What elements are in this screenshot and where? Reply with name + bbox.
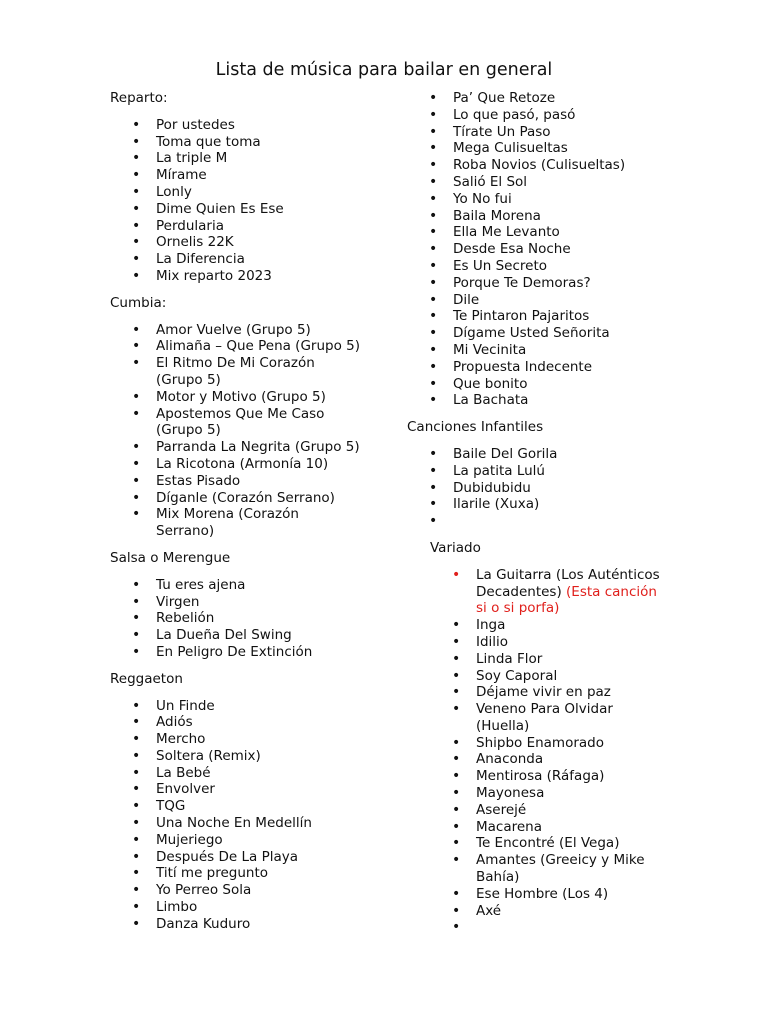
list-item: • Estas Pisado (110, 473, 360, 490)
list-variado (407, 567, 669, 937)
list-item: • Shipbo Enamorado (407, 735, 669, 752)
list-item: • Inga (407, 617, 669, 634)
list-item: • Mix reparto 2023 (110, 268, 360, 285)
list-item: • En Peligro De Extinción (110, 644, 360, 661)
section-heading-salsa: Salsa o Merengue (110, 549, 231, 566)
list-item: • Mercho (110, 731, 360, 748)
list-item: • Ese Hombre (Los 4) (407, 886, 669, 903)
list-item: • Envolver (110, 781, 360, 798)
empty-list-item (407, 919, 669, 936)
list-item: • Lonly (110, 184, 360, 201)
list-item: • Baile Del Gorila (407, 446, 669, 463)
list-item: • Alimaña – Que Pena (Grupo 5) (110, 338, 360, 355)
list-item: • Dígame Usted Señorita (407, 325, 669, 342)
list-item: • Linda Flor (407, 651, 669, 668)
list-item: • Propuesta Indecente (407, 359, 669, 376)
list-item: • Soltera (Remix) (110, 748, 360, 765)
right-column (407, 90, 669, 946)
list-item: • Dubidubidu (407, 480, 669, 497)
empty-list-item (407, 513, 669, 530)
list-item: • Limbo (110, 899, 360, 916)
list-item: • Amantes (Greeicy y Mike Bahía) (407, 852, 669, 886)
list-item: • Baila Morena (407, 208, 669, 225)
list-reparto (110, 117, 360, 285)
list-reggaeton-continued (407, 90, 669, 409)
section-heading-variado: Variado (430, 539, 481, 556)
list-item: • Amor Vuelve (Grupo 5) (110, 322, 360, 339)
list-reggaeton (110, 698, 360, 933)
document-title: Lista de música para bailar en general (215, 60, 553, 80)
section-heading-reparto: Reparto: (110, 90, 168, 106)
list-cumbia (110, 322, 360, 540)
list-item: • Déjame vivir en paz (407, 684, 669, 701)
list-item: • Un Finde (110, 698, 360, 715)
list-item: • Macarena (407, 819, 669, 836)
list-item: • Danza Kuduro (110, 916, 360, 933)
list-item: • Perdularia (110, 218, 360, 235)
list-item: • Mujeriego (110, 832, 360, 849)
list-item: • Por ustedes (110, 117, 360, 134)
list-item: • Ornelis 22K (110, 234, 360, 251)
list-item: • Lo que pasó, pasó (407, 107, 669, 124)
list-infantiles (407, 446, 669, 530)
list-item: • Te Pintaron Pajaritos (407, 308, 669, 325)
list-item: • Soy Caporal (407, 668, 669, 685)
list-item: • Tírate Un Paso (407, 124, 669, 141)
list-item: • Yo Perreo Sola (110, 882, 360, 899)
list-item: • Aserejé (407, 802, 669, 819)
list-item: • Apostemos Que Me Caso (Grupo 5) (110, 406, 360, 440)
highlighted-list-item (407, 567, 669, 617)
list-item: • Axé (407, 903, 669, 920)
list-item: • Toma que toma (110, 134, 360, 151)
list-item: • La Ricotona (Armonía 10) (110, 456, 360, 473)
list-item: • La triple M (110, 150, 360, 167)
list-item: • El Ritmo De Mi Corazón (Grupo 5) (110, 355, 360, 389)
list-item: • Parranda La Negrita (Grupo 5) (110, 439, 360, 456)
list-item: • Ella Me Levanto (407, 224, 669, 241)
list-item: • Mírame (110, 167, 360, 184)
priority-note: (Esta canción si o si porfa) (476, 583, 657, 617)
list-item: • Pa’ Que Retoze (407, 90, 669, 107)
list-item: • Desde Esa Noche (407, 241, 669, 258)
list-item: • Después De La Playa (110, 849, 360, 866)
list-item: • Idilio (407, 634, 669, 651)
list-item: • Anaconda (407, 751, 669, 768)
list-item: • Ilarile (Xuxa) (407, 496, 669, 513)
list-item: • Mi Vecinita (407, 342, 669, 359)
list-item: • Mix Morena (Corazón Serrano) (110, 506, 360, 540)
list-item: • Te Encontré (El Vega) (407, 835, 669, 852)
list-item: • Salió El Sol (407, 174, 669, 191)
list-item: • La Dueña Del Swing (110, 627, 360, 644)
list-item: • Mega Culisueltas (407, 140, 669, 157)
list-item: • La patita Lulú (407, 463, 669, 480)
list-item: • Rebelión (110, 610, 360, 627)
list-item: • Mentirosa (Ráfaga) (407, 768, 669, 785)
list-item: • Dime Quien Es Ese (110, 201, 360, 218)
list-item: • Dile (407, 292, 669, 309)
section-heading-reggaeton: Reggaeton (110, 670, 183, 687)
list-item: • Mayonesa (407, 785, 669, 802)
list-item: • Veneno Para Olvidar (Huella) (407, 701, 669, 735)
list-item: • Roba Novios (Culisueltas) (407, 157, 669, 174)
left-column (110, 90, 360, 943)
section-heading-cumbia: Cumbia: (110, 294, 167, 311)
list-item: • La Diferencia (110, 251, 360, 268)
list-item: • Virgen (110, 594, 360, 611)
list-salsa (110, 577, 360, 661)
section-heading-infantiles: Canciones Infantiles (407, 419, 544, 436)
list-item: • La Bachata (407, 392, 669, 409)
list-item: • Es Un Secreto (407, 258, 669, 275)
list-item: • Que bonito (407, 376, 669, 393)
list-item: • Díganle (Corazón Serrano) (110, 490, 360, 507)
list-item: • Porque Te Demoras? (407, 275, 669, 292)
list-item: • Tití me pregunto (110, 865, 360, 882)
list-item: • Motor y Motivo (Grupo 5) (110, 389, 360, 406)
list-item: • Adiós (110, 714, 360, 731)
highlighted-song: La Guitarra (Los Auténticos Decadentes) (476, 566, 660, 600)
list-item: • TQG (110, 798, 360, 815)
list-item: • Tu eres ajena (110, 577, 360, 594)
list-item: • Yo No fui (407, 191, 669, 208)
list-item: • Una Noche En Medellín (110, 815, 360, 832)
list-item: • La Bebé (110, 765, 360, 782)
